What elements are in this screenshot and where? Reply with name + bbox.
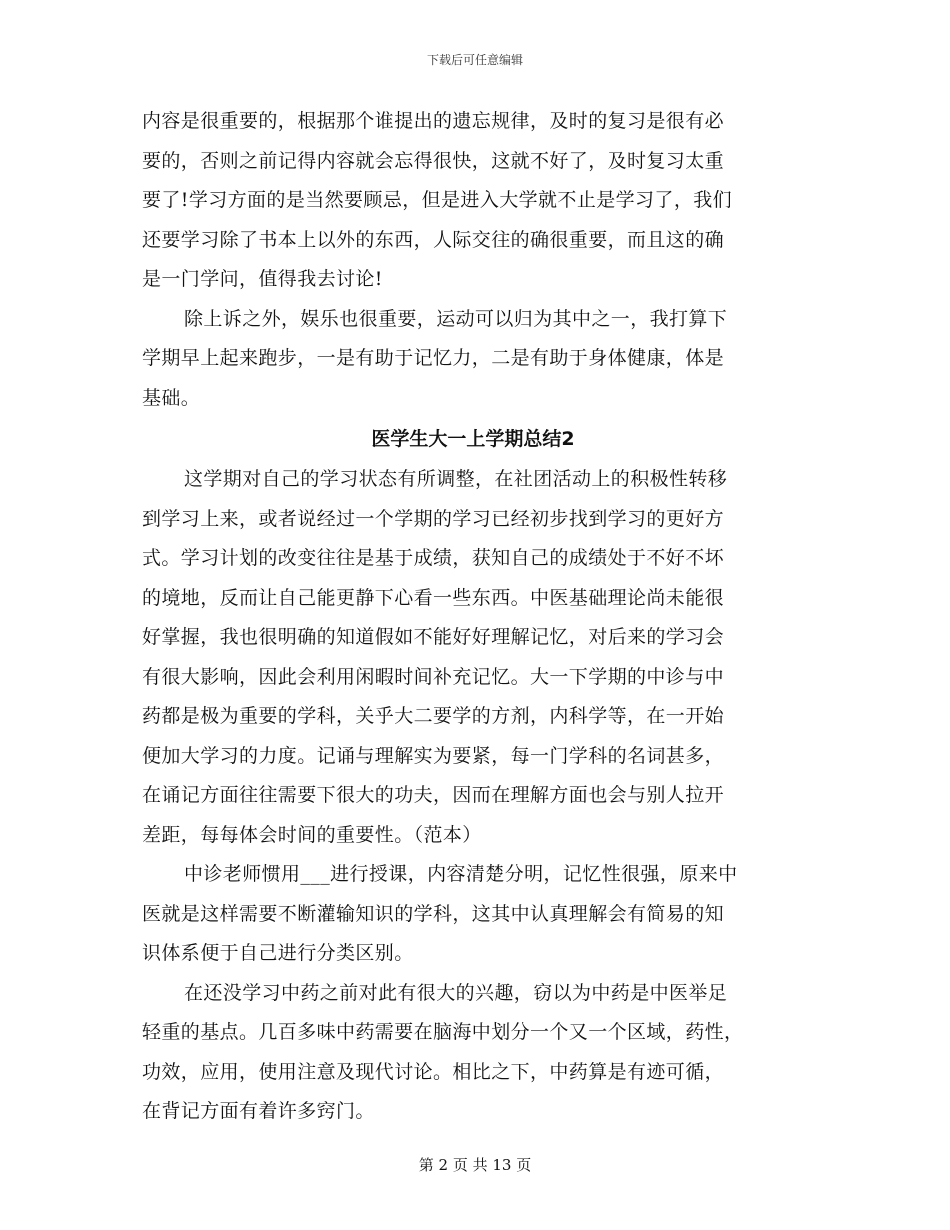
text-line: 有很大影响，因此会利用闲暇时间补充记忆。大一下学期的中诊与中 (142, 665, 725, 688)
text-line: 式。学习计划的改变往往是基于成绩，获知自己的成绩处于不好不坏 (142, 547, 725, 569)
text-line: 医就是这样需要不断灌输知识的学科，这其中认真理解会有简易的知 (142, 902, 725, 925)
text-line: 差距，每每体会时间的重要性。（范本） (142, 823, 482, 846)
text-line: 中诊老师惯用___进行授课，内容清楚分明，记忆性很强，原来中 (184, 863, 738, 885)
page-header: 下载后可任意编辑 (426, 53, 523, 67)
text-line: 在还没学习中药之前对此有很大的兴趣，窃以为中药是中医举足 (184, 981, 728, 1004)
text-line: 的境地，反而让自己能更静下心看一些东西。中医基础理论尚未能很 (142, 586, 725, 609)
text-line: 学期早上起来跑步，一是有助于记忆力，二是有助于身体健康，体是 (142, 347, 725, 369)
text-line: 药都是极为重要的学科，关乎大二要学的方剂，内科学等，在一开始 (142, 705, 725, 727)
text-line: 这学期对自己的学习状态有所调整，在社团活动上的积极性转移 (184, 468, 728, 490)
page-footer: 第 2 页 共 13 页 (418, 1156, 532, 1174)
text-line: 除上诉之外，娱乐也很重要，运动可以归为其中之一，我打算下 (184, 307, 728, 330)
document-body (142, 102, 804, 1132)
text-line: 便加大学习的力度。记诵与理解实为要紧，每一门学科的名词甚多， (142, 744, 725, 767)
text-line: 是一门学问，值得我去讨论! (142, 268, 383, 290)
section-heading: 医学生大一上学期总结2 (371, 428, 575, 450)
paragraph (142, 855, 804, 974)
text-line: 识体系便于自己进行分类区别。 (142, 942, 414, 964)
text-line: 到学习上来，或者说经过一个学期的学习已经初步找到学习的更好方 (142, 507, 725, 530)
text-line: 基础。 (142, 386, 201, 409)
paragraph (142, 460, 804, 855)
text-line: 功效，应用，使用注意及现代讨论。相比之下，中药算是有迹可循， (142, 1060, 725, 1083)
text-line: 内容是很重要的，根据那个谁提出的遗忘规律，及时的复习是很有必 (142, 110, 725, 132)
text-line: 还要学习除了书本上以外的东西，人际交往的确很重要，而且这的确 (142, 228, 725, 251)
paragraph (142, 300, 804, 419)
text-line: 在诵记方面往往需要下很大的功夫，因而在理解方面也会与别人拉开 (142, 784, 725, 806)
text-line: 在背记方面有着许多窍门。 (142, 1100, 375, 1122)
text-line: 要的，否则之前记得内容就会忘得很快，这就不好了，及时复习太重 (142, 149, 725, 172)
text-line: 好掌握，我也很明确的知道假如不能好好理解记忆，对后来的学习会 (142, 626, 725, 648)
paragraph (142, 974, 804, 1132)
text-line: 要了!学习方面的是当然要顾忌，但是进入大学就不止是学习了，我们 (142, 189, 733, 211)
text-line: 轻重的基点。几百多味中药需要在脑海中划分一个又一个区域，药性， (142, 1021, 744, 1043)
paragraph (142, 102, 804, 300)
